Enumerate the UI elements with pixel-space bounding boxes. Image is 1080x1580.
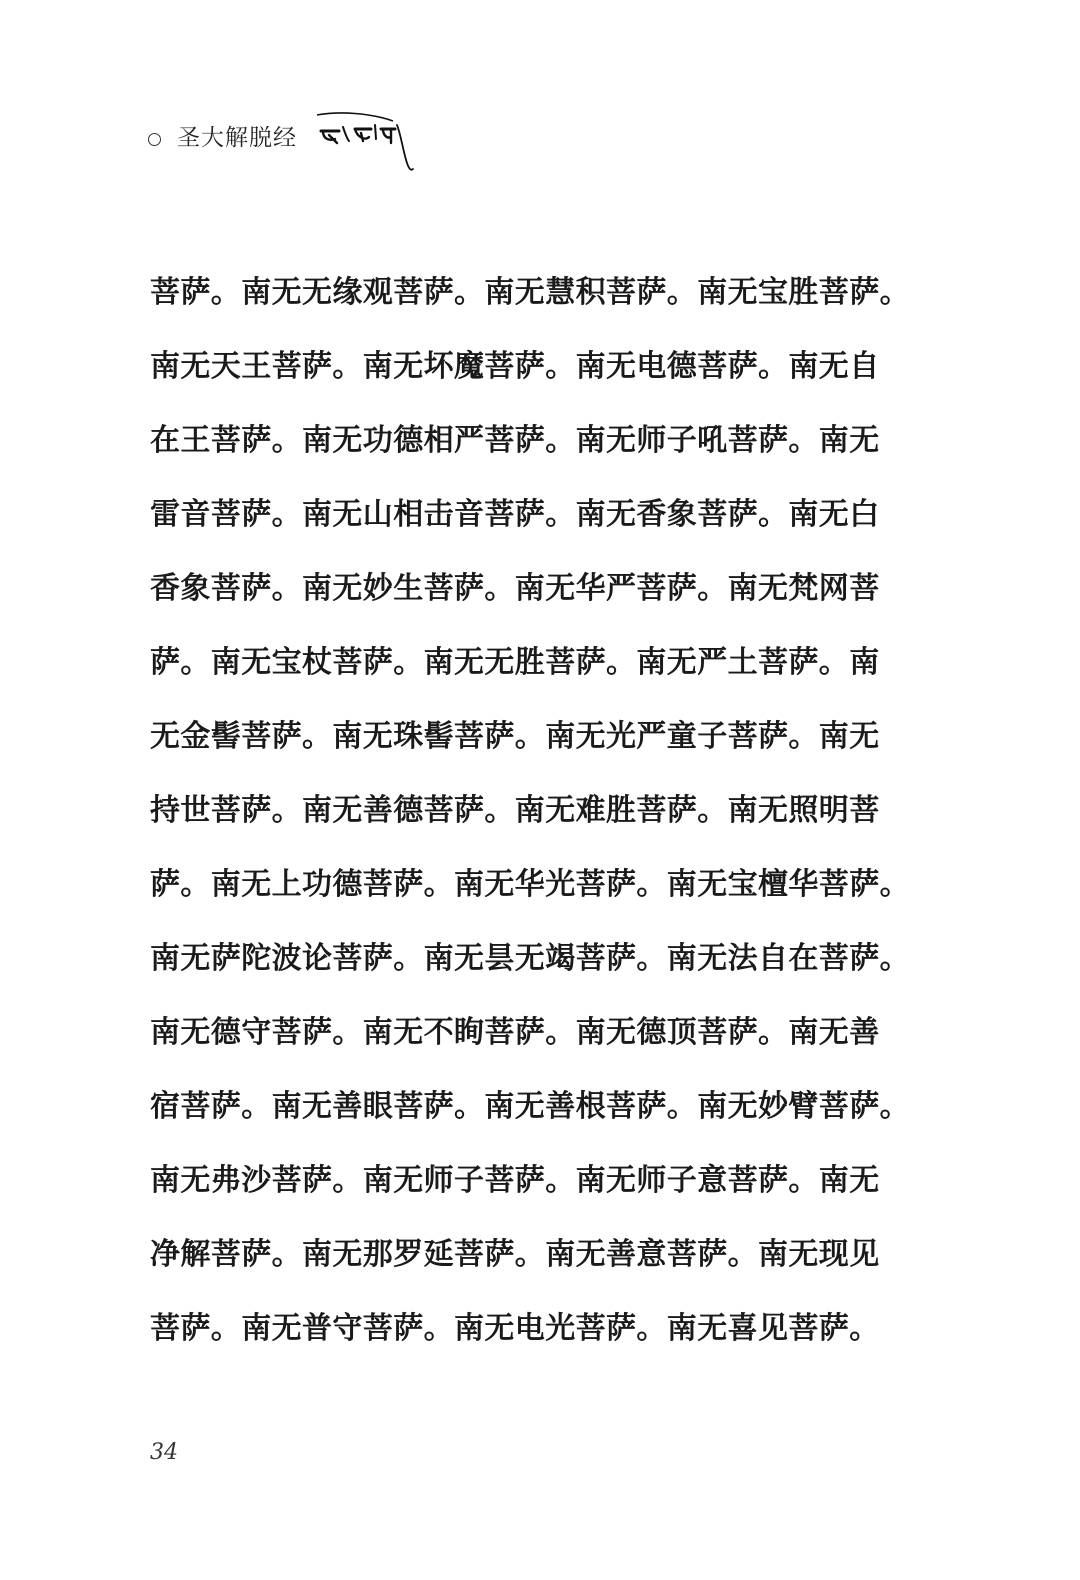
page-number: 34 [150, 1440, 178, 1465]
text-line: 雷音菩萨。南无山相击音菩萨。南无香象菩萨。南无白 [150, 497, 880, 532]
circle-bullet-icon [148, 133, 161, 146]
text-line: 南无德守菩萨。南无不眴菩萨。南无德顶菩萨。南无善 [150, 1015, 880, 1050]
text-line: 净解菩萨。南无那罗延菩萨。南无善意菩萨。南无现见 [150, 1237, 880, 1272]
text-line: 持世菩萨。南无善德菩萨。南无难胜菩萨。南无照明菩 [150, 793, 880, 828]
text-line: 萨。南无宝杖菩萨。南无无胜菩萨。南无严土菩萨。南 [150, 645, 880, 680]
book-title: 圣大解脱经 [177, 124, 297, 151]
text-line: 香象菩萨。南无妙生菩萨。南无华严菩萨。南无梵网菩 [150, 571, 880, 606]
text-line: 菩萨。南无无缘观菩萨。南无慧积菩萨。南无宝胜菩萨。 [150, 275, 910, 310]
scripture-text [150, 256, 910, 1366]
text-line: 南无弗沙菩萨。南无师子菩萨。南无师子意菩萨。南无 [150, 1163, 880, 1198]
text-line: 萨。南无上功德菩萨。南无华光菩萨。南无宝檀华菩萨。 [150, 867, 910, 902]
text-line: 在王菩萨。南无功德相严菩萨。南无师子吼菩萨。南无 [150, 423, 880, 458]
text-line: 无金髻菩萨。南无珠髻菩萨。南无光严童子菩萨。南无 [150, 719, 880, 754]
running-header [148, 108, 415, 168]
text-line: 南无萨陀波论菩萨。南无昙无竭菩萨。南无法自在菩萨。 [150, 941, 910, 976]
tibetan-title-calligraphy-icon [315, 111, 415, 177]
text-line: 菩萨。南无普守菩萨。南无电光菩萨。南无喜见菩萨。 [150, 1311, 880, 1346]
text-line: 南无天王菩萨。南无坏魔菩萨。南无电德菩萨。南无自 [150, 349, 880, 384]
text-line: 宿菩萨。南无善眼菩萨。南无善根菩萨。南无妙臂菩萨。 [150, 1089, 910, 1124]
